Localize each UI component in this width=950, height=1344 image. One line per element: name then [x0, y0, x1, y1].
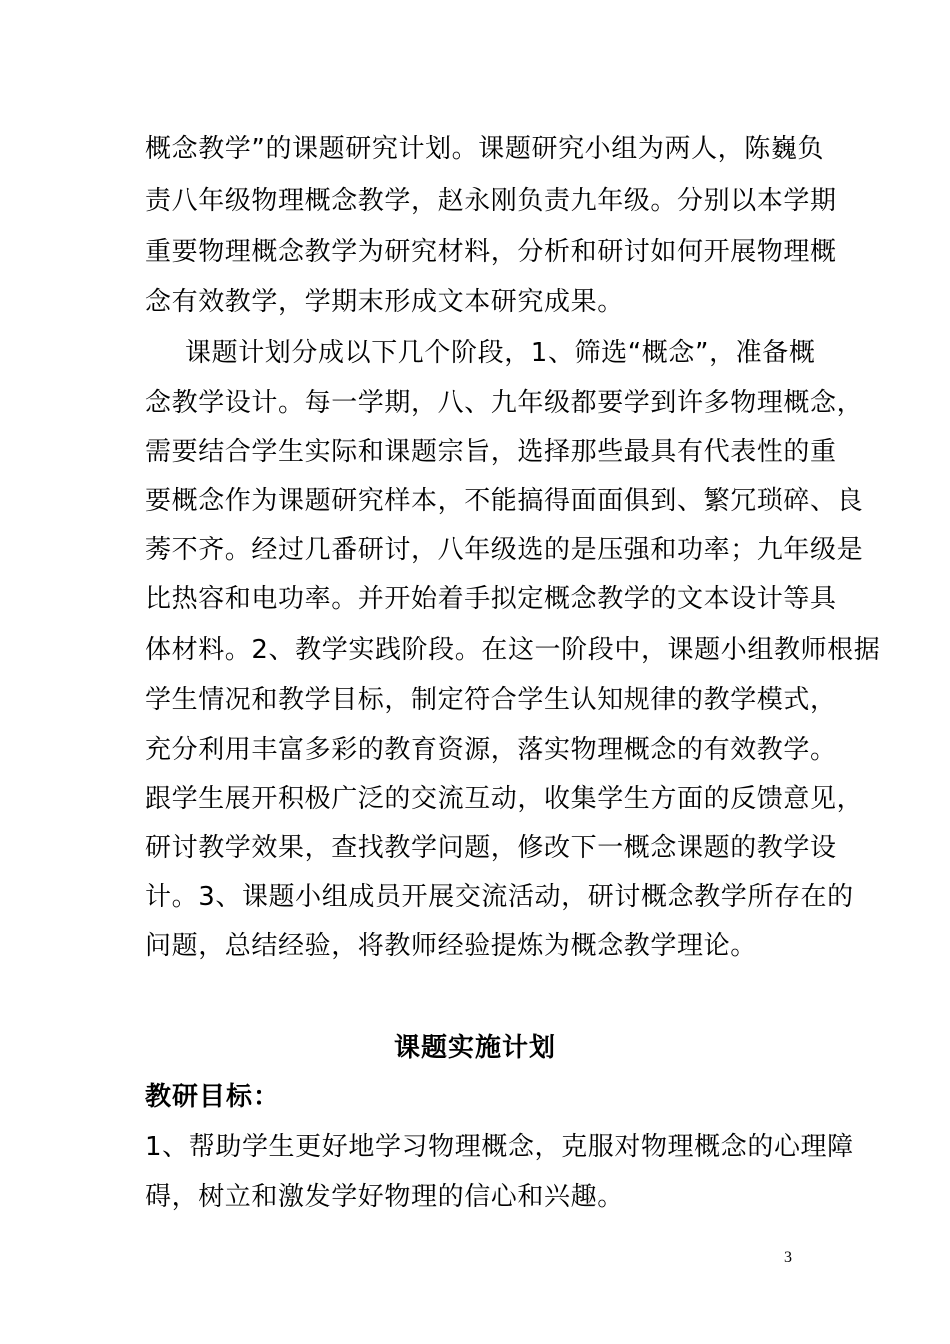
- paragraph-1-line-2: 责八年级物理概念教学，赵永刚负责九年级。分别以本学期: [145, 186, 837, 216]
- paragraph-2-line-5: 莠不齐。经过几番研讨，八年级选的是压强和功率；九年级是: [145, 535, 864, 565]
- goal-line-1: 1、帮助学生更好地学习物理概念，克服对物理概念的心理障: [145, 1132, 854, 1162]
- paragraph-2-line-9: 充分利用丰富多彩的教育资源，落实物理概念的有效教学。: [145, 735, 837, 765]
- paragraph-2-line-10: 跟学生展开积极广泛的交流互动，收集学生方面的反馈意见，: [145, 784, 864, 814]
- paragraph-2-line-2: 念教学设计。每一学期，八、九年级都要学到许多物理概念，: [145, 388, 864, 418]
- paragraph-2-line-8: 学生情况和教学目标，制定符合学生认知规律的教学模式，: [145, 685, 837, 715]
- paragraph-1-line-3: 重要物理概念教学为研究材料，分析和研讨如何开展物理概: [145, 237, 837, 267]
- paragraph-2-line-4: 要概念作为课题研究样本，不能搞得面面俱到、繁冗琐碎、良: [145, 486, 864, 516]
- page-number: 3: [784, 1249, 792, 1266]
- paragraph-1-line-4: 念有效教学，学期末形成文本研究成果。: [145, 287, 624, 317]
- section-title: 课题实施计划: [393, 1033, 556, 1063]
- paragraph-2-line-6: 比热容和电功率。并开始着手拟定概念教学的文本设计等具: [145, 584, 837, 614]
- paragraph-2-line-12: 计。3、课题小组成员开展交流活动，研讨概念教学所存在的: [145, 882, 854, 912]
- paragraph-2-line-7: 体材料。2、教学实践阶段。在这一阶段中，课题小组教师根据: [145, 635, 881, 665]
- paragraph-2-line-11: 研讨教学效果，查找教学问题，修改下一概念课题的教学设: [145, 833, 837, 863]
- goal-line-2: 碍，树立和激发学好物理的信心和兴趣。: [145, 1182, 624, 1212]
- paragraph-1-line-1: 概念教学”的课题研究计划。课题研究小组为两人，陈巍负: [145, 134, 825, 164]
- paragraph-2-line-13: 问题，总结经验，将教师经验提炼为概念教学理论。: [145, 931, 757, 961]
- subsection-title: 教研目标：: [145, 1082, 281, 1112]
- paragraph-2-line-1: 课题计划分成以下几个阶段，1、筛选“概念”，准备概: [185, 338, 816, 368]
- paragraph-2-line-3: 需要结合学生实际和课题宗旨，选择那些最具有代表性的重: [145, 437, 837, 467]
